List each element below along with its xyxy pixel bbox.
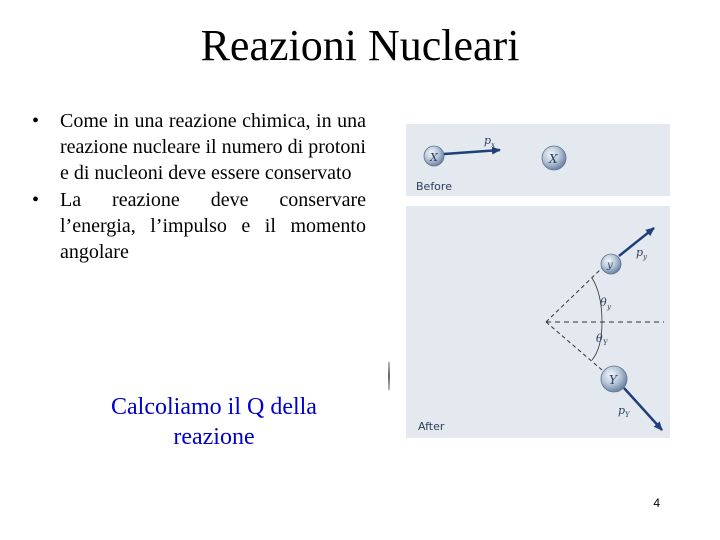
momentum-y-subscript: y <box>643 253 647 261</box>
bullet-icon: • <box>32 189 40 211</box>
momentum-y-label: p <box>636 246 644 259</box>
momentum-x-label: p <box>484 134 492 147</box>
particle-y-label: y <box>607 260 613 271</box>
momentum-Y-subscript: Y <box>625 411 630 419</box>
reaction-diagram <box>406 124 670 438</box>
angle-Y-label: θ <box>596 332 603 345</box>
bullet-icon: • <box>32 110 40 132</box>
bullet-item <box>32 187 366 265</box>
momentum-x-subscript: x <box>491 141 495 149</box>
bullet-item <box>32 108 366 186</box>
reaction-diagram-svg <box>406 124 670 438</box>
bullet-text: Come in una reazione chimica, in una reazione nucleare il numero di protoni e di nucleoni deve essere conservato <box>60 110 366 184</box>
angle-y-subscript: y <box>607 303 611 311</box>
page-number: 4 <box>653 496 660 510</box>
particle-x-label: X <box>430 151 438 164</box>
particle-Y-label: Y <box>609 373 617 387</box>
momentum-Y-label: p <box>618 404 626 417</box>
bullet-list <box>32 108 366 266</box>
scan-artifact <box>388 362 390 390</box>
particle-X-label: X <box>549 152 558 166</box>
callout-text: Calcoliamo il Q della reazione <box>111 394 317 450</box>
angle-y-label: θ <box>600 296 607 309</box>
bullet-text: La reazione deve conservare l’energia, l’impulso e il momento angolare <box>60 189 366 263</box>
slide-title: Reazioni Nucleari <box>200 21 520 70</box>
before-label: Before <box>416 180 452 193</box>
angle-Y-subscript: Y <box>603 339 608 347</box>
after-label: After <box>418 420 445 433</box>
